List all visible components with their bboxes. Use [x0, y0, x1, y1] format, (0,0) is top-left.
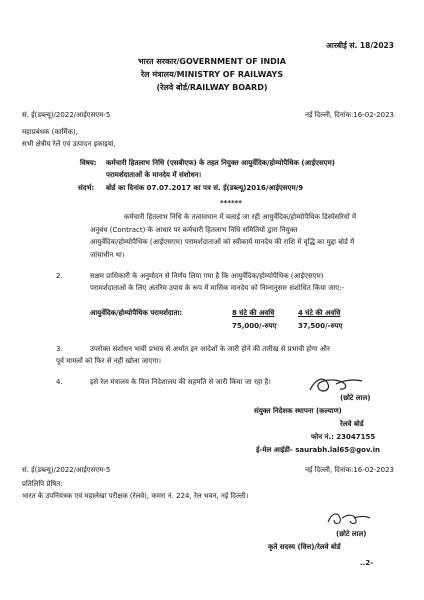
copy-file-number: सं. ई(डब्ल्यू)/2022/आईएसएम-5	[22, 466, 111, 474]
addressee-line-2: सभी क्षेत्रीय रेलें एवं उत्पादन इकाइयां,	[22, 140, 116, 148]
para-4-number: 4.	[56, 378, 63, 386]
col-8-hour-heading: 8 घंटे की अवधि	[232, 309, 275, 317]
addressee-line-1: महाप्रबंधक (कार्मिक),	[22, 128, 78, 136]
copy-signer-designation: कृते सदस्य (वित्त)/रेलवे बोर्ड	[268, 543, 341, 551]
para-4-text: इसे रेल मंत्रालय के वित्त निदेशालय की सहमति से जारी किया जा रहा है।	[90, 378, 271, 386]
signer-name: (छोटे लाल)	[340, 394, 371, 402]
govt-of-india-heading: भारत सरकार/GOVERNMENT OF INDIA	[138, 57, 286, 66]
copy-recipient: भारत के उपनियंत्रक एवं महालेखा परीक्षक (रेलवे), कमरा नं. 224, रेल भवन, नई दिल्ली।	[22, 492, 249, 500]
para-3-number: 3.	[56, 345, 63, 353]
railway-board-heading: (रेलवे बोर्ड/RAILWAY BOARD)	[156, 83, 268, 92]
subject-label: विषय:	[80, 159, 97, 167]
col-8-hour-value: 75,000/-रुपए	[232, 322, 277, 330]
col-4-hour-heading: 4 घंटे की अवधि	[298, 309, 341, 317]
file-number: सं. ई(डब्ल्यू)/2022/आईएसएम-5	[22, 111, 111, 119]
signer-email: ई-मेल आईडी- saurabh.lal65@gov.in	[256, 446, 381, 454]
para-1-line-2: अनुबंध (Contract) के आधार पर कर्मचारी हितलाभ निधि समितियों द्वारा नियुक्त	[90, 226, 298, 234]
para-2-line-2: परामर्शदाताओं के लिए अंतरिम उपाय के रूप में मासिक मानदेय को निम्नानुसार संशोधित किया जाए:-	[90, 284, 344, 292]
signer-phone: फोन नं.: 23047155	[311, 433, 376, 441]
para-3-line-2: पूर्व मामलों को फिर से नहीं खोला जाएगा।	[56, 357, 161, 365]
signer-title: संयुक्त निदेशक स्थापना (कल्याण)	[254, 407, 342, 415]
subject-line-1: कर्मचारी हितलाभ निधि (एसबीएफ) के तहत नियुक्त आयुर्वेदिक/होम्योपैथिक (आईएसएम)	[106, 159, 335, 167]
subject-line-2: परामर्शदाताओं के मानदेय में संशोधन।	[106, 171, 202, 179]
letter-date: नई दिल्ली, दिनांक:16-02-2023	[305, 111, 394, 119]
copy-date: नई दिल्ली, दिनांक:16-02-2023	[305, 466, 394, 474]
ministry-heading: रेल मंत्रालय/MINISTRY OF RAILWAYS	[140, 70, 284, 79]
next-page-marker: ..2-	[360, 559, 374, 567]
signer-org: रेलवे बोर्ड	[340, 420, 364, 428]
para-1-line-4: जांचाधीन था।	[90, 251, 125, 259]
table-label: आयुर्वेदिक/होम्योपैथिक परामर्शदाता:	[90, 309, 183, 317]
para-1-line-1: कर्मचारी हितलाभ निधि के तत्वावधान में चलाई जा रही आयुर्वेदिक/होम्योपैथिक डिस्पेंसरियों में	[124, 213, 357, 221]
para-2-number: 2.	[56, 272, 63, 280]
para-2-line-1: सक्षम प्राधिकारी के अनुमोदन से निर्णय लिया गया है कि आयुर्वेदिक/होम्योपैथिक (आईएसएम)	[90, 272, 324, 280]
para-1-line-3: आयुर्वेदिक/होम्योपैथिक (आईएसएम) परामर्शदाताओं को स्वीकार्य मानदेय की राशि में वृद्धि का मुद्दा बोर्ड में	[90, 238, 355, 246]
col-4-hour-value: 37,500/-रुपए	[298, 322, 343, 330]
copy-signer-name: (छोटे लाल)	[336, 530, 367, 538]
copy-signature-mark	[324, 508, 374, 530]
reference-label: संदर्भ:	[78, 184, 95, 192]
copy-label: प्रतिलिपि प्रेषित:	[22, 480, 63, 488]
rbe-number: आरबीई सं. 18/2023	[326, 41, 394, 50]
para-3-line-1: उपरोक्त संशोधन भावी प्रभाव से अर्थात इन आदेशों के जारी होने की तारीख से प्रभावी होगा और	[90, 345, 330, 353]
separator-stars: ******	[220, 199, 242, 207]
reference-text: बोर्ड का दिनांक 07.07.2017 का पत्र सं. ई(डब्ल्यू)2016/आईएसएम/9	[106, 184, 304, 192]
